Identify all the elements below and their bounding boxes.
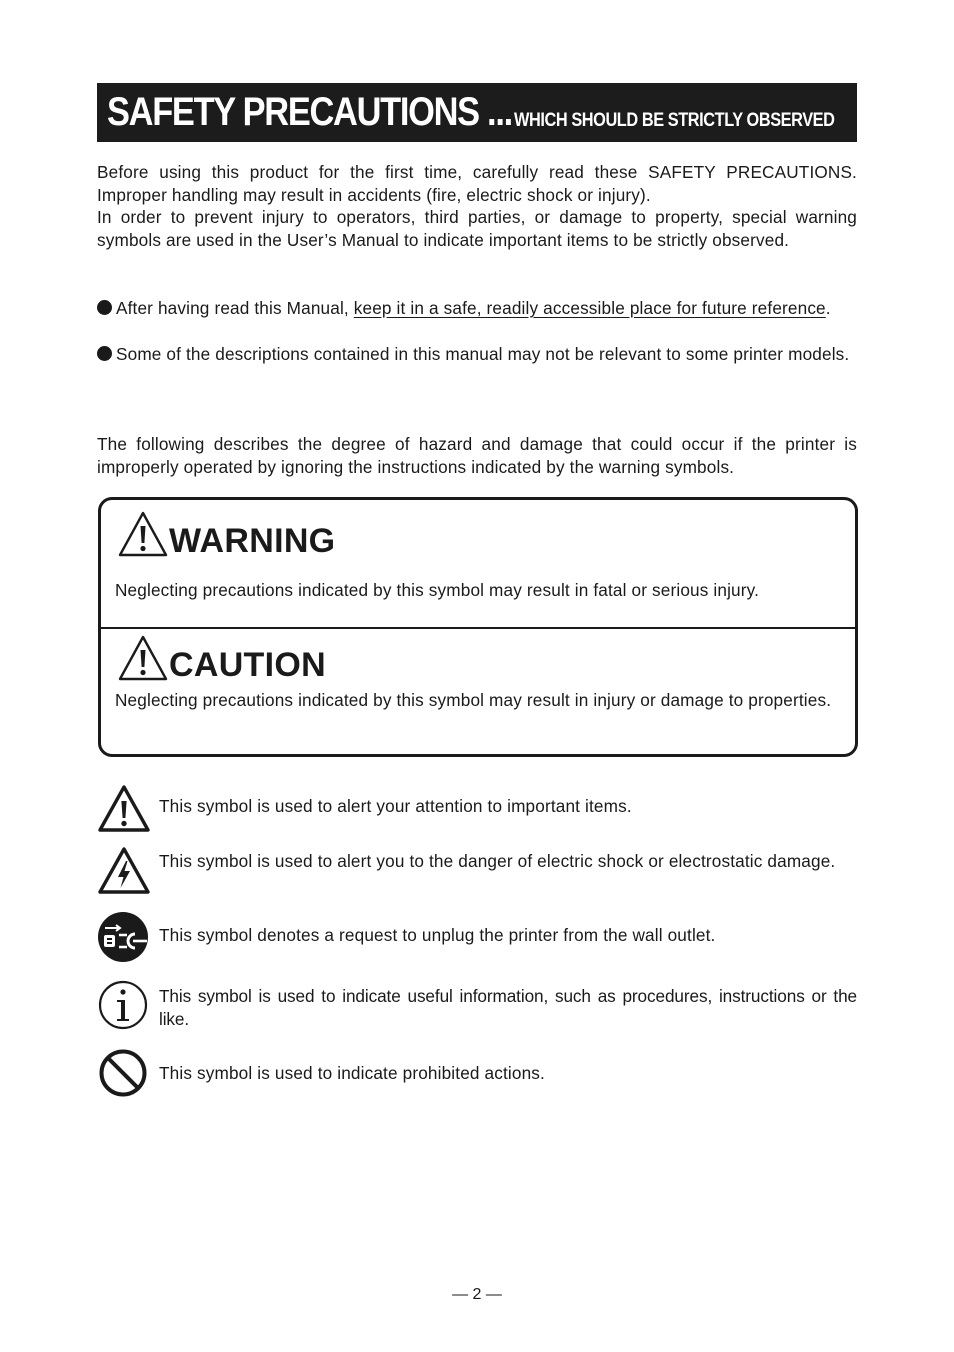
bullet-suffix: .: [825, 298, 831, 318]
bullet-dot-icon: [97, 346, 112, 361]
caution-description: Neglecting precautions indicated by this symbol may result in injury or damage to properties.: [115, 690, 832, 710]
intro-paragraph-1: Before using this product for the first time, carefully read these SAFETY PRECAUTIONS. Improper handling may result in accidents (fire, electric shock or injury).: [97, 162, 857, 205]
symbol-prohibited-text: This symbol is used to indicate prohibited actions.: [159, 1063, 545, 1083]
symbol-unplug-text: This symbol denotes a request to unplug the printer from the wall outlet.: [159, 925, 716, 945]
bullet-text: Some of the descriptions contained in this manual may not be relevant to some printer models.: [116, 344, 850, 364]
warning-triangle-icon: [117, 510, 169, 558]
page-subtitle: WHICH SHOULD BE STRICTLY OBSERVED: [514, 110, 835, 131]
warning-label: WARNING: [169, 522, 336, 560]
warning-heading: [117, 510, 335, 558]
bullet-item-models: [97, 343, 857, 366]
unplug-icon: [97, 910, 151, 969]
hazard-intro-paragraph: The following describes the degree of hazard and damage that could occur if the printer is improperly operated by ignoring the instructions indicated by the warning symbols.: [97, 434, 857, 477]
bullet-prefix: After having read this Manual,: [116, 298, 354, 318]
bullet-dot-icon: [97, 300, 112, 315]
bullet-underlined-text: keep it in a safe, readily accessible place for future reference: [353, 298, 826, 318]
electric-shock-icon: [97, 846, 151, 901]
hazard-levels-box: [98, 497, 858, 757]
page-title-bar: [97, 83, 857, 142]
symbol-info-text: This symbol is used to indicate useful information, such as procedures, instructions or the like.: [159, 986, 857, 1029]
caution-triangle-icon: [117, 634, 169, 682]
symbol-electric-text: This symbol is used to alert you to the danger of electric shock or electrostatic damage.: [159, 851, 836, 871]
caution-label: CAUTION: [169, 646, 326, 684]
box-divider: [101, 627, 855, 629]
bullet-item-manual: [97, 297, 857, 320]
info-icon: [97, 980, 149, 1037]
intro-paragraph-2: In order to prevent injury to operators, third parties, or damage to property, special warning symbols are used in the User’s Manual to indicate important items to be strictly observed.: [97, 207, 857, 250]
caution-heading: [117, 634, 326, 682]
page-title: SAFETY PRECAUTIONS ...: [107, 90, 512, 134]
warning-description: Neglecting precautions indicated by this symbol may result in fatal or serious injury.: [115, 580, 760, 600]
bullet-text: [116, 297, 857, 320]
page-number: — 2 —: [452, 1286, 502, 1303]
symbol-alert-text: This symbol is used to alert your attention to important items.: [159, 796, 632, 816]
alert-triangle-icon: [97, 784, 151, 839]
prohibited-icon: [97, 1048, 149, 1105]
